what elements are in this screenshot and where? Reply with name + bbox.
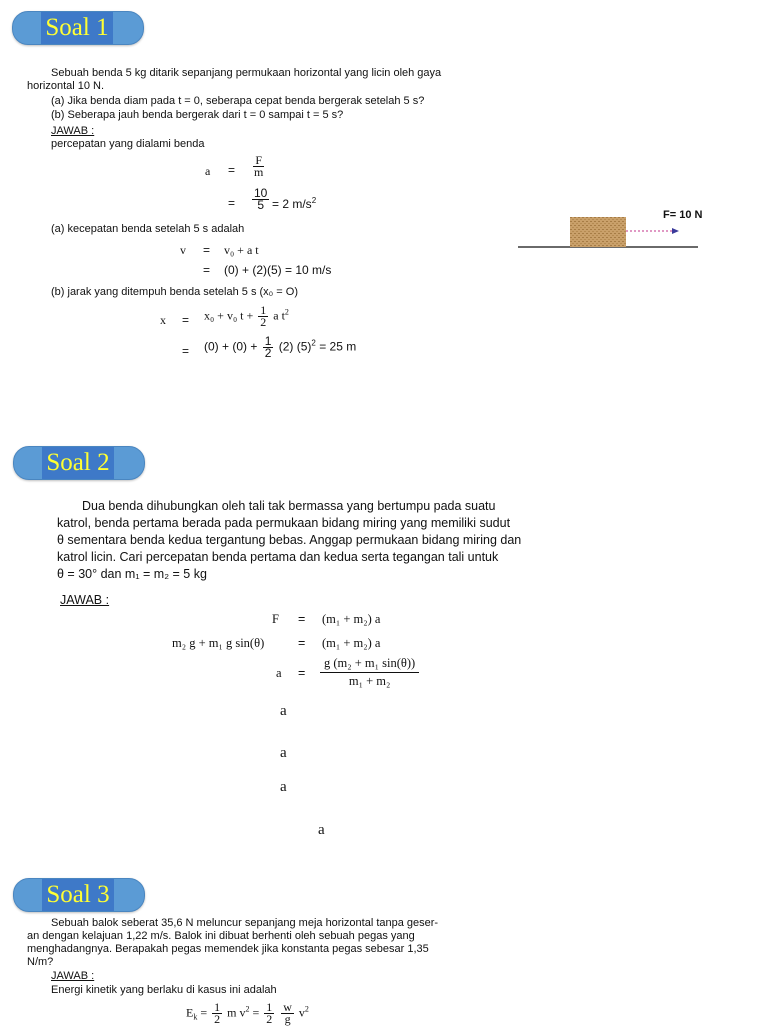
- soal-2-badge: [13, 446, 145, 480]
- soal-1-equals-5: =: [182, 313, 190, 327]
- soal-3-line4: N/m?: [27, 956, 54, 968]
- soal-1-equals-4: =: [203, 263, 211, 277]
- ek-frac2-num: 1: [266, 1000, 273, 1014]
- soal-2-a-2: a: [280, 745, 287, 761]
- soal-2-r1: (m₁ + m₂) a: [322, 612, 381, 626]
- soal-3-ek-formula: [186, 1002, 309, 1025]
- x-res-mid: (2) (5): [278, 339, 312, 354]
- soal-2-equals-3: =: [298, 666, 306, 680]
- ek-frac1-num: 1: [214, 1000, 221, 1014]
- soal-2-fraction: [320, 655, 419, 690]
- ek-mv-sup: 2: [245, 1004, 250, 1014]
- frac-num-10: 10: [254, 186, 268, 200]
- soal-1-equals-1: =: [228, 163, 236, 177]
- soal-2-a-1: a: [280, 703, 287, 719]
- soal-1-x-lhs: x: [160, 313, 166, 327]
- soal-1-equals-6: =: [182, 344, 190, 358]
- soal-1-accel-intro: percepatan yang dialami benda: [51, 138, 205, 150]
- soal-1-problem-line2: horizontal 10 N.: [27, 80, 105, 92]
- ek-sub: k: [193, 1012, 198, 1022]
- soal-2-num: g (m₂ + m₁ sin(θ)): [320, 655, 419, 673]
- frac-num-1: 1: [260, 303, 267, 317]
- force-arrow-head: [672, 228, 679, 234]
- ek-symbol: E: [186, 1005, 194, 1020]
- ek-frac3-num: w: [283, 1000, 292, 1014]
- soal-1-v-rhs: v₀ + a t: [224, 243, 259, 257]
- soal-2-title: Soal 2: [42, 447, 114, 479]
- soal-3-line2: an dengan kelajuan 1,22 m/s. Balok ini dibuat berhenti oleh sebuah pegas yang: [27, 930, 415, 942]
- ek-frac2-den: 2: [266, 1012, 273, 1026]
- soal-1-title: Soal 1: [41, 12, 113, 44]
- accel-result-sup: 2: [311, 196, 317, 205]
- soal-1-equals-3: =: [203, 243, 211, 257]
- soal-3-badge: [13, 878, 145, 912]
- soal-1-x-result: [204, 336, 356, 359]
- x-res-post: = 25 m: [319, 339, 357, 354]
- accel-result-text: = 2 m/s: [272, 197, 312, 211]
- soal-1-equals-2: =: [228, 196, 236, 210]
- soal-2-line4: katrol licin. Cari percepatan benda pertama dan kedua serta tegangan tali untuk: [57, 550, 499, 564]
- frac-num-f: F: [255, 153, 263, 167]
- soal-2-l2: m₂ g + m₁ g sin(θ): [172, 636, 265, 650]
- force-label: F= 10 N: [663, 209, 703, 221]
- x-rhs-pre: x₀ + v₀ t +: [204, 308, 254, 323]
- soal-1-badge: [12, 11, 144, 45]
- x-res-sup: 2: [311, 338, 316, 348]
- soal-1-question-b: (b) Seberapa jauh benda bergerak dari t = 0 sampai t = 5 s?: [51, 109, 344, 121]
- soal-3-jawab: JAWAB :: [51, 970, 95, 982]
- soal-2-a-3: a: [280, 779, 287, 795]
- soal-1-v-result: (0) + (2)(5) = 10 m/s: [224, 263, 332, 277]
- soal-2-jawab: JAWAB :: [60, 593, 110, 607]
- ek-frac3-den: g: [284, 1012, 291, 1026]
- soal-2-f-lhs: F: [272, 612, 279, 626]
- frac-den-5: 5: [257, 198, 265, 212]
- soal-3-line3: menghadangnya. Berapakah pegas memendek jika konstanta pegas sebesar 1,35: [27, 943, 429, 955]
- ek-equals-2: =: [252, 1005, 260, 1020]
- soal-1-a-lhs: a: [205, 164, 211, 178]
- ek-v-sup: 2: [304, 1004, 309, 1014]
- soal-2-a-4: a: [318, 822, 325, 838]
- soal-1-v-lhs: v: [180, 243, 186, 257]
- soal-2-a-lhs: a: [276, 666, 282, 680]
- x-rhs-post: a t: [273, 308, 285, 323]
- soal-2-line3: θ sementara benda kedua tergantung bebas. Anggap permukaan bidang miring dan: [57, 533, 522, 547]
- frac-den-2: 2: [260, 315, 267, 329]
- soal-3-ek-intro: Energi kinetik yang berlaku di kasus ini adalah: [51, 984, 277, 996]
- soal-2-line2: katrol, benda pertama berada pada permukaan bidang miring yang memiliki sudut: [57, 516, 511, 530]
- ek-equals-1: =: [200, 1005, 208, 1020]
- soal-2-equals-2: =: [298, 636, 306, 650]
- soal-1-problem-line1: Sebuah benda 5 kg ditarik sepanjang permukaan horizontal yang licin oleh gaya: [51, 67, 442, 79]
- soal-1-jawab: JAWAB :: [51, 125, 95, 137]
- wooden-block: [570, 217, 626, 247]
- soal-1-frac-10-over-5: [250, 188, 271, 211]
- soal-3-line1: Sebuah balok seberat 35,6 N meluncur sepanjang meja horizontal tanpa geser-: [51, 917, 439, 929]
- soal-1-part-a: (a) kecepatan benda setelah 5 s adalah: [51, 223, 245, 235]
- soal-1-x-rhs: [204, 305, 289, 328]
- soal-1-accel-result: [272, 196, 316, 211]
- x-rhs-sup: 2: [284, 307, 289, 317]
- ek-mv: m v: [227, 1005, 246, 1020]
- soal-2-r2: (m₁ + m₂) a: [322, 636, 381, 650]
- soal-2-equals-1: =: [298, 612, 306, 626]
- frac-den-2b: 2: [264, 346, 272, 360]
- soal-1-part-b: (b) jarak yang ditempuh benda setelah 5 s (x₀ = O): [51, 286, 299, 298]
- soal-1-question-a: (a) Jika benda diam pada t = 0, seberapa cepat benda bergerak setelah 5 s?: [51, 95, 425, 107]
- frac-den-m: m: [254, 165, 264, 179]
- ek-frac1-den: 2: [214, 1012, 221, 1026]
- soal-2-line1: Dua benda dihubungkan oleh tali tak bermassa yang bertumpu pada suatu: [82, 499, 496, 513]
- x-res-pre: (0) + (0) +: [204, 339, 258, 354]
- soal-1-frac-f-over-m: [250, 155, 267, 178]
- soal-2-den: m₁ + m₂: [348, 674, 391, 688]
- ek-v: v: [298, 1005, 305, 1020]
- soal-2-line5: θ = 30° dan m₁ = m₂ = 5 kg: [57, 567, 207, 581]
- soal-3-title: Soal 3: [42, 879, 114, 911]
- frac-num-1b: 1: [264, 334, 272, 348]
